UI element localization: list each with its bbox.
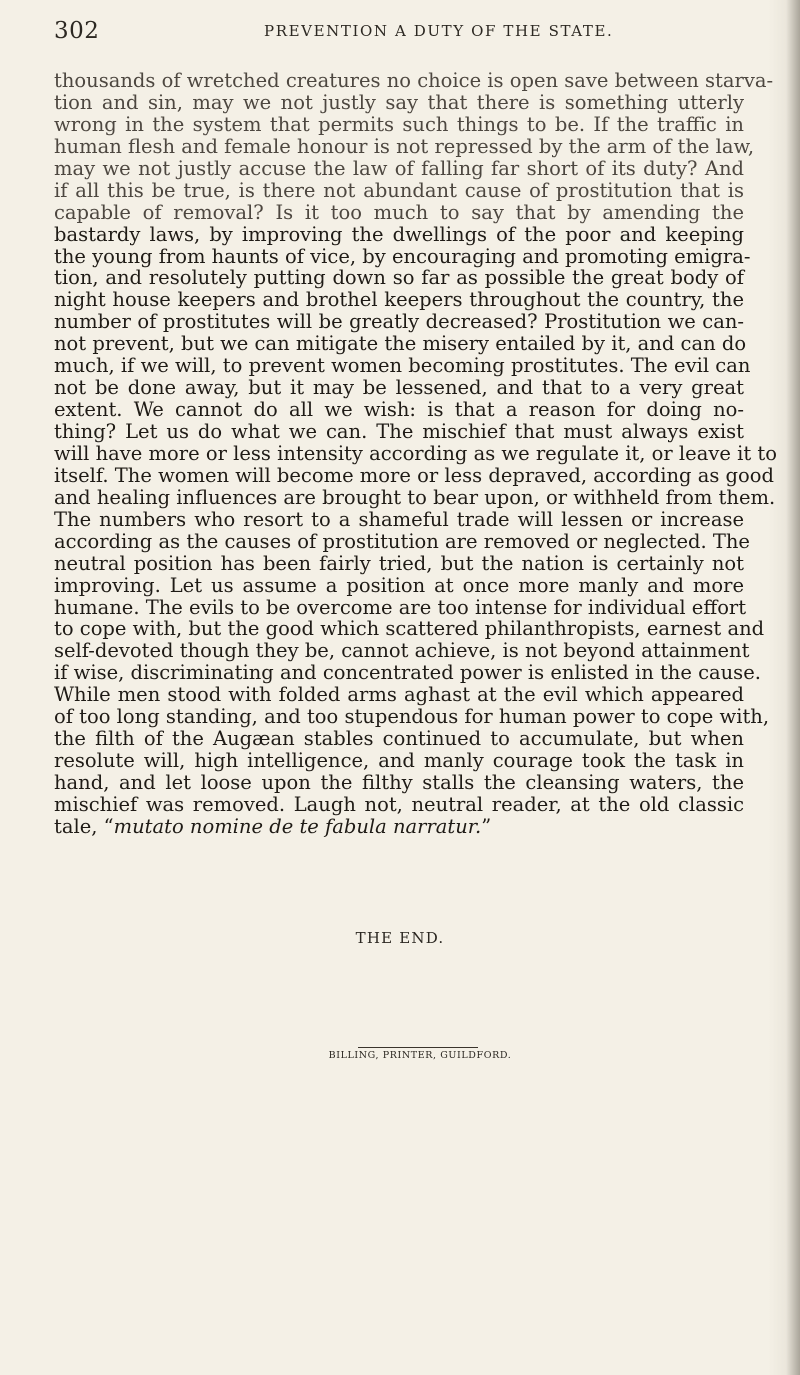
text-line: itself. The women will become more or less depraved, according as good (54, 463, 775, 487)
text-line: the filth of the Augæan stables continued to accumulate, but when (54, 727, 744, 751)
text-line: mischief was removed. Laugh not, neutral reader, at the old classic (54, 792, 744, 816)
text-line: if wise, discriminating and concentrated power is enlisted in the cause. (54, 661, 761, 685)
text-line: number of prostitutes will be greatly decreased? Prostitution we can- (54, 310, 744, 334)
text-line: will have more or less intensity according as we regulate it, or leave it to (54, 441, 777, 465)
text-line: not be done away, but it may be lessened, and that to a very great (54, 376, 744, 400)
text-line: to cope with, but the good which scattered philanthropists, earnest and (54, 617, 765, 641)
text-line: The numbers who resort to a shameful trade will lessen or increase (54, 507, 744, 531)
text-line: bastardy laws, by improving the dwellings of the poor and keeping (54, 222, 744, 246)
closing-line-suffix: ” (481, 814, 492, 838)
text-line: much, if we will, to prevent women becoming prostitutes. The evil can (54, 354, 751, 378)
text-line: of too long standing, and too stupendous for human power to cope with, (54, 705, 770, 729)
the-end-heading: THE END. (355, 929, 445, 947)
running-title: PREVENTION A DUTY OF THE STATE. (264, 22, 614, 40)
text-line: improving. Let us assume a position at once more manly and more (54, 573, 744, 597)
text-line: tion and sin, may we not justly say that there is something utterly (54, 90, 744, 114)
text-line: not prevent, but we can mitigate the misery entailed by it, and can do (54, 332, 747, 356)
text-line: the young from haunts of vice, by encouraging and promoting emigra- (54, 244, 751, 268)
closing-line-prefix: tale, “ (54, 814, 114, 838)
text-line: if all this be true, is there not abundant cause of prostitution that is (54, 178, 744, 202)
closing-line (54, 816, 744, 838)
text-line: wrong in the system that permits such things to be. If the traffic in (54, 112, 744, 136)
text-line: resolute will, high intelligence, and manly courage took the task in (54, 749, 744, 773)
latin-quotation: mutato nomine de te fabula narratur. (113, 814, 482, 838)
printer-imprint: BILLING, PRINTER, GUILDFORD. (328, 1050, 512, 1061)
body-text (54, 69, 777, 838)
text-line: and healing influences are brought to bear upon, or withheld from them. (54, 485, 776, 509)
text-line: human flesh and female honour is not repressed by the arm of the law, (54, 134, 755, 158)
page-number: 302 (54, 18, 100, 44)
page-header (54, 18, 744, 54)
text-line: night house keepers and brothel keepers throughout the country, the (54, 288, 744, 312)
text-line: thing? Let us do what we can. The mischief that must always exist (54, 420, 744, 443)
text-line: self-devoted though they be, cannot achieve, is not beyond attainment (54, 639, 750, 663)
text-line: humane. The evils to be overcome are too intense for individual effort (54, 595, 747, 619)
printer-rule (358, 1047, 478, 1048)
text-line: thousands of wretched creatures no choice is open save between starva- (54, 69, 774, 92)
text-line: extent. We cannot do all we wish: is that a reason for doing no- (54, 398, 744, 422)
text-line: neutral position has been fairly tried, but the nation is certainly not (54, 551, 744, 575)
page-edge-shadow (786, 0, 800, 1375)
text-line: according as the causes of prostitution are removed or neglected. The (54, 529, 750, 553)
text-line: tion, and resolutely putting down so far as possible the great body of (54, 266, 744, 290)
text-line: hand, and let loose upon the filthy stalls the cleansing waters, the (54, 771, 744, 794)
text-line: may we not justly accuse the law of falling far short of its duty? And (54, 156, 744, 180)
text-line: capable of removal? Is it too much to say that by amending the (54, 200, 744, 224)
text-line: While men stood with folded arms aghast at the evil which appeared (54, 683, 744, 707)
